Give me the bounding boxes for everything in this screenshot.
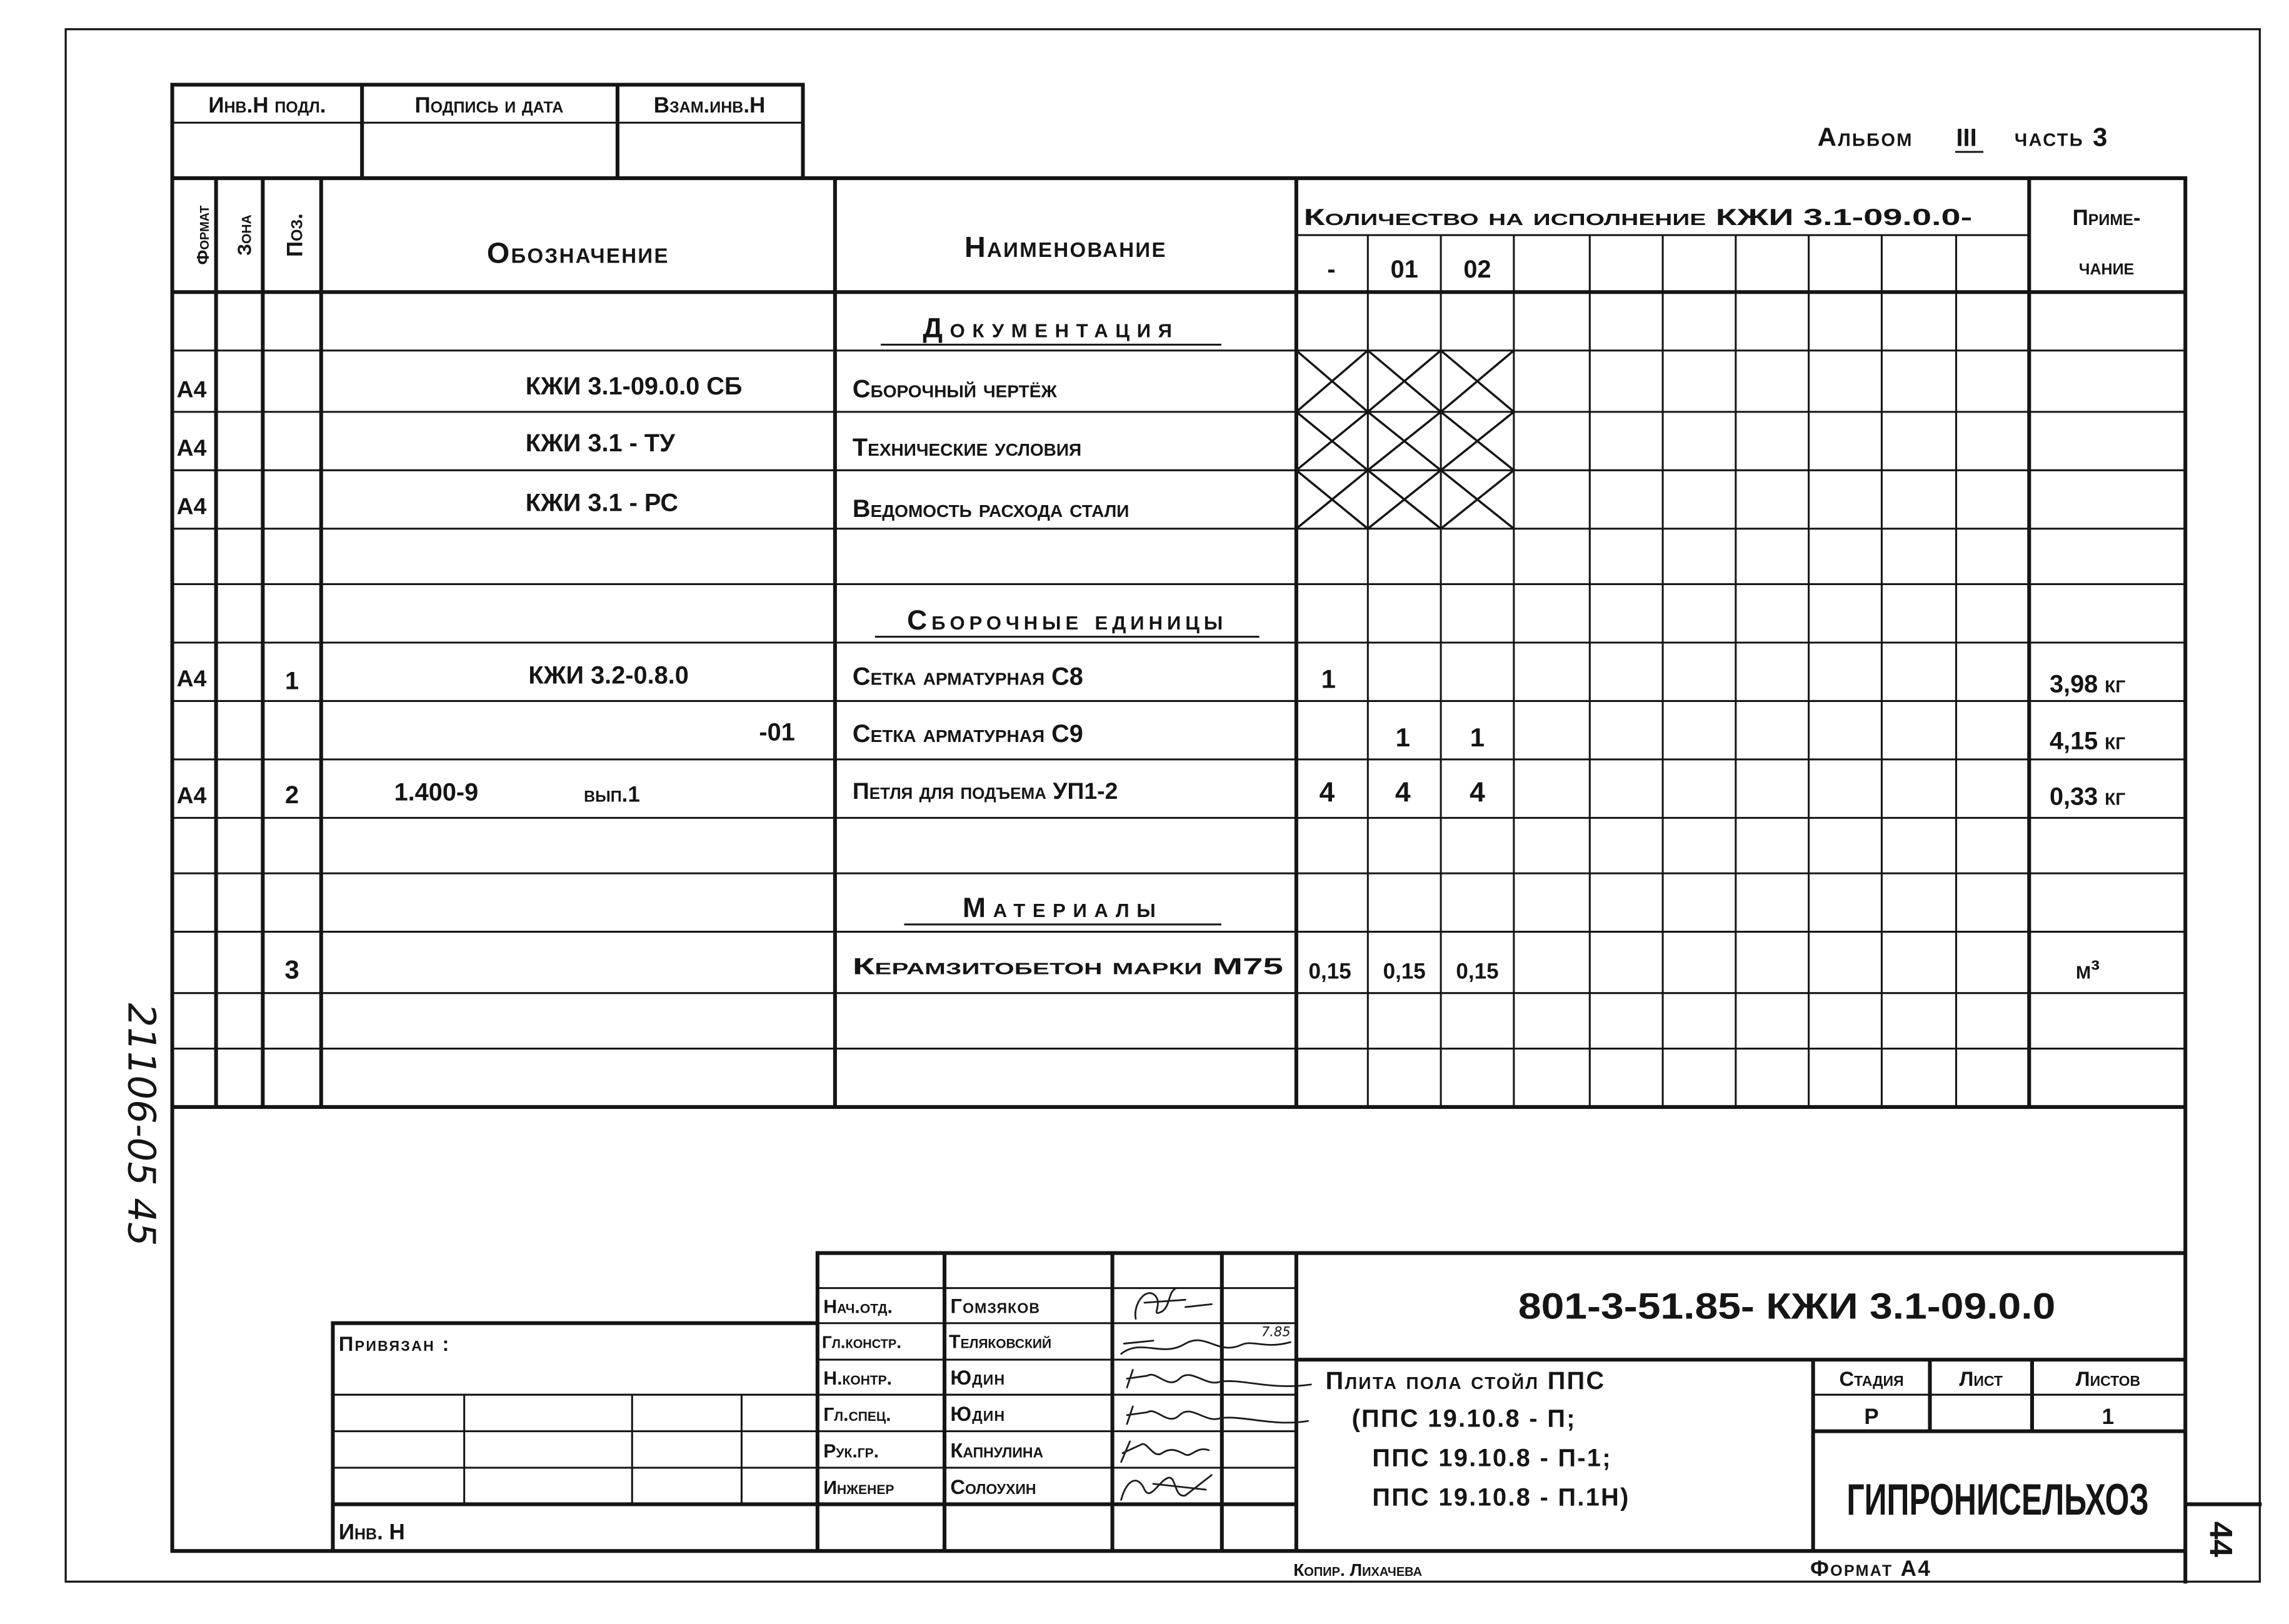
row-qty-02: 0,15 bbox=[1456, 959, 1499, 984]
album-part: часть 3 bbox=[2014, 122, 2109, 152]
header-note-line2: чание bbox=[2078, 255, 2135, 280]
table-row bbox=[177, 778, 2126, 811]
row-name: Ведомость расхода стали bbox=[852, 495, 1129, 523]
header-note-line1: Приме- bbox=[2072, 205, 2141, 230]
header-position: Поз. bbox=[283, 213, 308, 258]
organization-name: ГИПРОНИСЕЛЬХОЗ bbox=[1846, 1475, 2149, 1524]
stamp-inv-podl-label: Инв.Н подл. bbox=[208, 93, 326, 118]
signature bbox=[1121, 1475, 1212, 1500]
header-name: Наименование bbox=[964, 231, 1167, 264]
signature bbox=[1135, 1288, 1211, 1319]
sheets-header: Листов bbox=[2075, 1367, 2141, 1391]
row-name: Керамзитобетон марки М75 bbox=[852, 953, 1283, 980]
title-block-info bbox=[1326, 1286, 2149, 1524]
row-name: Технические условия bbox=[852, 433, 1082, 461]
signatory-name: Теляковский bbox=[949, 1331, 1052, 1353]
signature bbox=[1121, 1441, 1209, 1462]
stamp-replaced-inv-label: Взам.инв.Н bbox=[653, 93, 766, 118]
row-name: Сетка арматурная С8 bbox=[852, 663, 1083, 691]
row-note: 4,15 кг bbox=[2049, 727, 2126, 755]
signatory-name: Солоухин bbox=[950, 1475, 1036, 1499]
signatory-role: Гл.спец. bbox=[823, 1405, 891, 1426]
document-title-line: ППС 19.10.8 - П-1; bbox=[1372, 1444, 1612, 1472]
row-format: А4 bbox=[176, 781, 207, 808]
sheet-number: 44 bbox=[2203, 1521, 2240, 1558]
quantity-cross-marks bbox=[1296, 351, 1514, 529]
header-zone: Зона bbox=[234, 214, 256, 256]
row-name: Сетка арматурная С9 bbox=[852, 719, 1083, 748]
row-format: А4 bbox=[176, 376, 207, 403]
stage-header: Стадия bbox=[1839, 1367, 1904, 1391]
binding-block bbox=[339, 1332, 451, 1544]
row-note: 3,98 кг bbox=[2049, 670, 2126, 698]
row-note: м³ bbox=[2076, 955, 2100, 985]
row-qty-02: 4 bbox=[1470, 777, 1485, 808]
row-qty-base: 1 bbox=[1321, 664, 1336, 694]
row-position: 2 bbox=[285, 781, 299, 809]
row-qty-base: 0,15 bbox=[1308, 959, 1351, 984]
row-name: Петля для подъема УП1-2 bbox=[852, 777, 1118, 804]
row-name: Сборочный чертёж bbox=[852, 375, 1057, 403]
row-qty-01: 4 bbox=[1395, 777, 1411, 808]
table-row bbox=[177, 429, 1082, 461]
row-qty-01: 0,15 bbox=[1383, 959, 1426, 984]
table-row bbox=[284, 953, 2100, 984]
binding-label: Привязан : bbox=[338, 1332, 451, 1356]
sheet-header: Лист bbox=[1959, 1367, 2003, 1391]
document-code: 801-3-51.85- КЖИ 3.1-09.0.0 bbox=[1518, 1286, 2056, 1327]
row-format: А4 bbox=[176, 665, 207, 692]
spec-sections bbox=[907, 313, 1227, 924]
row-designation: КЖИ 3.2-0.8.0 bbox=[528, 661, 689, 689]
stage-value: Р bbox=[1864, 1404, 1879, 1429]
header-designation: Обозначение bbox=[486, 236, 669, 269]
row-designation: КЖИ 3.1 - РС bbox=[525, 489, 679, 517]
row-qty-01: 1 bbox=[1395, 722, 1411, 752]
signatory-role: Н.контр. bbox=[823, 1368, 893, 1389]
document-title-line: (ППС 19.10.8 - П; bbox=[1351, 1405, 1576, 1433]
signature bbox=[1127, 1406, 1308, 1424]
row-designation: 1.400-9 bbox=[394, 778, 479, 806]
signatory-name: Гомзяков bbox=[950, 1294, 1041, 1318]
album-word: Альбом bbox=[1817, 122, 1913, 152]
header-qty-col-02: 02 bbox=[1463, 255, 1491, 283]
row-qty-02: 1 bbox=[1470, 722, 1485, 752]
row-note: 0,33 кг bbox=[2049, 783, 2126, 811]
row-format: А4 bbox=[176, 493, 207, 519]
signatory-name: Капнулина bbox=[950, 1438, 1044, 1462]
header-format: Формат bbox=[193, 205, 213, 265]
section-assembly-units: Сборочные единицы bbox=[907, 604, 1228, 636]
main-frame-thick-lines bbox=[173, 85, 2260, 1582]
document-title-line: Плита пола стойл ППС bbox=[1325, 1366, 1606, 1395]
row-designation: КЖИ 3.1-09.0.0 СБ bbox=[525, 372, 743, 400]
table-row bbox=[759, 719, 2125, 755]
row-designation: -01 bbox=[759, 718, 795, 746]
table-row bbox=[177, 373, 1058, 403]
row-position: 1 bbox=[285, 667, 299, 695]
row-designation: КЖИ 3.1 - ТУ bbox=[525, 429, 675, 457]
binding-inv-label: Инв. Н bbox=[338, 1520, 405, 1545]
signatory-name: Юдин bbox=[950, 1365, 1006, 1389]
row-designation-suffix: вып.1 bbox=[584, 782, 640, 807]
sheets-value: 1 bbox=[2101, 1404, 2115, 1429]
signatory-role: Инженер bbox=[823, 1478, 894, 1499]
header-quantity-title: Количество на исполнение КЖИ 3.1-09.0.0- bbox=[1303, 203, 1973, 230]
signatory-date: 7.85 bbox=[1261, 1323, 1291, 1340]
table-row bbox=[177, 661, 2126, 698]
signatory-role: Гл.констр. bbox=[821, 1332, 902, 1352]
section-materials: Материалы bbox=[963, 893, 1163, 924]
copied-by: Копир. Лихачева bbox=[1293, 1560, 1423, 1580]
section-underlines bbox=[876, 152, 1982, 925]
header-qty-col-base: - bbox=[1327, 255, 1336, 283]
sheet-format: Формат А4 bbox=[1810, 1556, 1932, 1581]
row-position: 3 bbox=[284, 955, 299, 985]
margin-archive-number: 21106-05 45 bbox=[119, 1003, 163, 1246]
row-format: А4 bbox=[176, 434, 207, 461]
signature bbox=[1127, 1370, 1311, 1387]
signatory-role: Нач.отд. bbox=[823, 1296, 893, 1318]
spec-table-header bbox=[193, 204, 2141, 283]
stamp-signature-date-label: Подпись и дата bbox=[414, 93, 564, 118]
signatory-name: Юдин bbox=[950, 1402, 1006, 1426]
stamp-box bbox=[208, 93, 765, 118]
album-volume: III bbox=[1956, 124, 1977, 152]
signature bbox=[1121, 1340, 1291, 1354]
signatory-role: Рук.гр. bbox=[823, 1441, 879, 1462]
section-documentation: Документация bbox=[923, 313, 1180, 344]
album-label bbox=[1818, 123, 2109, 152]
header-qty-col-01: 01 bbox=[1390, 255, 1418, 283]
document-title-line: ППС 19.10.8 - П.1Н) bbox=[1372, 1483, 1630, 1511]
row-qty-base: 4 bbox=[1319, 777, 1335, 808]
